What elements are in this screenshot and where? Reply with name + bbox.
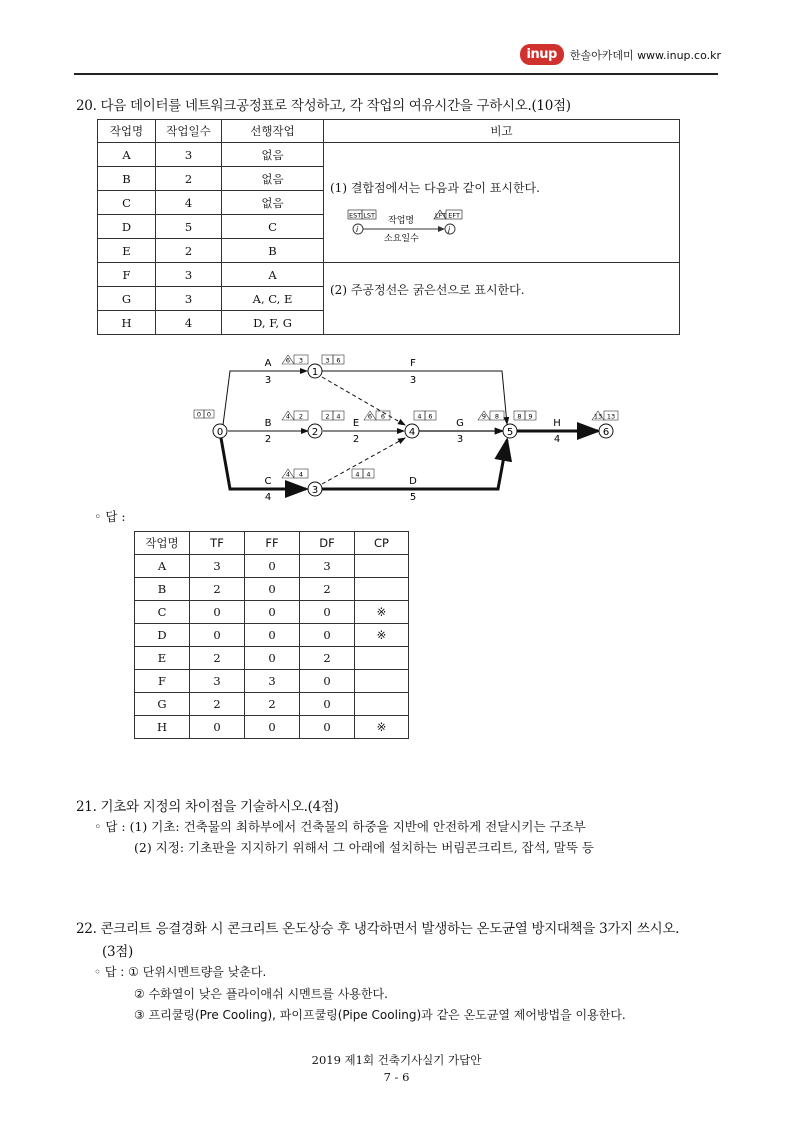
act-d-days: 5 bbox=[409, 492, 417, 500]
header-rule bbox=[74, 73, 718, 75]
q22-answer-1: ◦ 답 : ① 단위시멘트량을 낮춘다. bbox=[94, 965, 267, 979]
cell: 없음 bbox=[222, 143, 324, 167]
svg-text:13: 13 bbox=[593, 412, 603, 421]
svg-text:4: 4 bbox=[298, 470, 304, 479]
svg-text:6: 6 bbox=[380, 412, 386, 421]
act-g-days: 3 bbox=[456, 434, 464, 445]
svg-text:8: 8 bbox=[494, 412, 500, 421]
svg-text:4: 4 bbox=[285, 412, 291, 421]
q20-data-table bbox=[97, 119, 680, 335]
svg-text:4: 4 bbox=[336, 412, 341, 421]
th-cp: CP bbox=[355, 532, 409, 555]
th-pred: 선행작업 bbox=[222, 120, 324, 143]
svg-text:4: 4 bbox=[355, 470, 360, 479]
act-b-name: B bbox=[264, 418, 272, 429]
q21-title: 21. 기초와 지정의 차이점을 기술하시오.(4점) bbox=[76, 799, 339, 815]
time-n0 bbox=[194, 410, 214, 419]
act-c-days: 4 bbox=[264, 492, 272, 500]
node-0 bbox=[213, 424, 227, 438]
cell: 3 bbox=[156, 287, 222, 311]
act-b-days: 2 bbox=[264, 434, 272, 445]
act-f-name: F bbox=[410, 358, 416, 369]
footer-page: 7 - 6 bbox=[383, 1070, 410, 1084]
table-row: B 2 0 2 bbox=[135, 578, 409, 601]
q22-answer-3: ③ 프리쿨링(Pre Cooling), 파이프쿨링(Pipe Cooling)과 같은 온도균열 제어방법을 이용한다. bbox=[134, 1008, 626, 1022]
svg-text:0: 0 bbox=[206, 410, 212, 419]
table-row: A 3 0 3 bbox=[135, 555, 409, 578]
brand-text: 한솔아카데미 www.inup.co.kr bbox=[569, 48, 721, 62]
cell: B bbox=[98, 167, 156, 191]
th-tf: TF bbox=[190, 532, 245, 555]
act-e-name: E bbox=[352, 418, 360, 429]
legend-name: 작업명 bbox=[388, 216, 415, 226]
cell: 3 bbox=[156, 263, 222, 287]
footer-title: 2019 제1회 건축기사실기 가답안 bbox=[311, 1053, 482, 1067]
svg-text:2: 2 bbox=[311, 427, 319, 438]
act-d-name: D bbox=[409, 476, 417, 487]
q20-answer-label: ◦ 답 : bbox=[94, 509, 126, 524]
legend-est-lst: EST LST bbox=[349, 211, 375, 220]
svg-text:6: 6 bbox=[367, 412, 373, 421]
node-1 bbox=[308, 364, 322, 378]
svg-text:6: 6 bbox=[285, 356, 291, 365]
th-days: 작업일수 bbox=[156, 120, 222, 143]
cell: F bbox=[98, 263, 156, 287]
cell: 3 bbox=[156, 143, 222, 167]
cell: 2 bbox=[156, 239, 222, 263]
table-row bbox=[98, 263, 680, 287]
time-n3 bbox=[282, 469, 374, 479]
svg-text:3: 3 bbox=[311, 485, 319, 496]
q22-answer-2: ② 수화열이 낮은 플라이애쉬 시멘트를 사용한다. bbox=[134, 987, 388, 1001]
table-row: F 3 3 0 bbox=[135, 670, 409, 693]
legend-days: 소요일수 bbox=[384, 234, 419, 244]
act-h-name: H bbox=[553, 418, 561, 429]
act-g-name: G bbox=[456, 418, 464, 429]
act-e-days: 2 bbox=[352, 434, 360, 445]
th-remark: 비고 bbox=[324, 120, 680, 143]
th-df: DF bbox=[300, 532, 355, 555]
cell: A bbox=[222, 263, 324, 287]
svg-text:2: 2 bbox=[325, 412, 330, 421]
svg-text:4: 4 bbox=[285, 470, 291, 479]
q20-title: 20. 다음 데이터를 네트워크공정표로 작성하고, 각 작업의 여유시간을 구하시오.(10점) bbox=[76, 98, 571, 114]
svg-text:2: 2 bbox=[298, 412, 304, 421]
q21-answer-1: ◦ 답 : (1) 기초: 건축물의 최하부에서 건축물의 하중을 지반에 안전하게 전달시키는 구조부 bbox=[94, 819, 586, 834]
cell: B bbox=[222, 239, 324, 263]
act-f-days: 3 bbox=[409, 375, 417, 386]
svg-text:5: 5 bbox=[506, 427, 514, 438]
inup-logo: inup bbox=[520, 44, 564, 65]
svg-text:6: 6 bbox=[428, 412, 433, 421]
th-job: 작업명 bbox=[135, 532, 190, 555]
q21-answer-2: (2) 지정: 기초판을 지지하기 위해서 그 아래에 설치하는 버림콘크리트, 잡석, 말뚝 등 bbox=[134, 840, 594, 855]
svg-text:4: 4 bbox=[366, 470, 371, 479]
cell: H bbox=[98, 311, 156, 335]
cell: 4 bbox=[156, 191, 222, 215]
svg-text:6: 6 bbox=[602, 427, 610, 438]
svg-text:1: 1 bbox=[311, 367, 319, 378]
svg-text:9: 9 bbox=[528, 412, 533, 421]
table-row: H 0 0 0 ※ bbox=[135, 716, 409, 739]
cell: 4 bbox=[156, 311, 222, 335]
svg-text:9: 9 bbox=[481, 412, 487, 421]
svg-text:6: 6 bbox=[336, 356, 341, 365]
svg-text:3: 3 bbox=[298, 356, 304, 365]
svg-text:8: 8 bbox=[517, 412, 522, 421]
svg-text:13: 13 bbox=[606, 412, 616, 421]
cell: A, C, E bbox=[222, 287, 324, 311]
remark-2: (2) 주공정선은 굵은선으로 표시한다. bbox=[330, 283, 525, 297]
time-n2 bbox=[282, 411, 344, 421]
node-4 bbox=[405, 424, 419, 438]
table-row bbox=[98, 143, 680, 167]
legend-lft-eft: LFT EFT bbox=[435, 211, 460, 220]
cell: C bbox=[222, 215, 324, 239]
act-a-days: 3 bbox=[264, 375, 272, 386]
remark-cell-1 bbox=[324, 143, 680, 263]
table-row: E 2 0 2 bbox=[135, 647, 409, 670]
svg-text:4: 4 bbox=[417, 412, 422, 421]
header-logo bbox=[520, 44, 721, 65]
cell: 없음 bbox=[222, 191, 324, 215]
cell: D bbox=[98, 215, 156, 239]
node-2 bbox=[308, 424, 322, 438]
network-diagram bbox=[184, 350, 644, 500]
act-c-name: C bbox=[264, 476, 272, 487]
legend-node-j: j bbox=[448, 225, 451, 234]
q22-title: 22. 콘크리트 응결경화 시 콘크리트 온도상승 후 냉각하면서 발생하는 온도균열 방지대책을 3가지 쓰시오. bbox=[76, 921, 680, 937]
cell: A bbox=[98, 143, 156, 167]
th-job: 작업명 bbox=[98, 120, 156, 143]
node-6 bbox=[599, 424, 613, 438]
cell: E bbox=[98, 239, 156, 263]
q20-answer-table bbox=[134, 531, 409, 739]
svg-text:3: 3 bbox=[325, 356, 330, 365]
svg-text:0: 0 bbox=[216, 427, 224, 438]
act-h-days: 4 bbox=[553, 434, 561, 445]
cell: 2 bbox=[156, 167, 222, 191]
cell: 없음 bbox=[222, 167, 324, 191]
time-n4 bbox=[364, 411, 436, 421]
node-legend bbox=[346, 209, 496, 255]
cell: 5 bbox=[156, 215, 222, 239]
svg-text:4: 4 bbox=[408, 427, 416, 438]
table-row: G 2 2 0 bbox=[135, 693, 409, 716]
remark-cell-2 bbox=[324, 263, 680, 335]
svg-text:0: 0 bbox=[196, 410, 202, 419]
th-ff: FF bbox=[245, 532, 300, 555]
act-a-name: A bbox=[264, 358, 272, 369]
node-3 bbox=[308, 482, 322, 496]
cell: C bbox=[98, 191, 156, 215]
legend-node-i: i bbox=[356, 225, 359, 234]
q22-points: (3점) bbox=[102, 944, 133, 960]
node-5 bbox=[503, 424, 517, 438]
table-row: C 0 0 0 ※ bbox=[135, 601, 409, 624]
cell: G bbox=[98, 287, 156, 311]
table-row: D 0 0 0 ※ bbox=[135, 624, 409, 647]
time-n6 bbox=[592, 411, 618, 421]
remark-1: (1) 결합점에서는 다음과 같이 표시한다. bbox=[330, 181, 540, 195]
time-n1 bbox=[282, 355, 344, 365]
cell: D, F, G bbox=[222, 311, 324, 335]
